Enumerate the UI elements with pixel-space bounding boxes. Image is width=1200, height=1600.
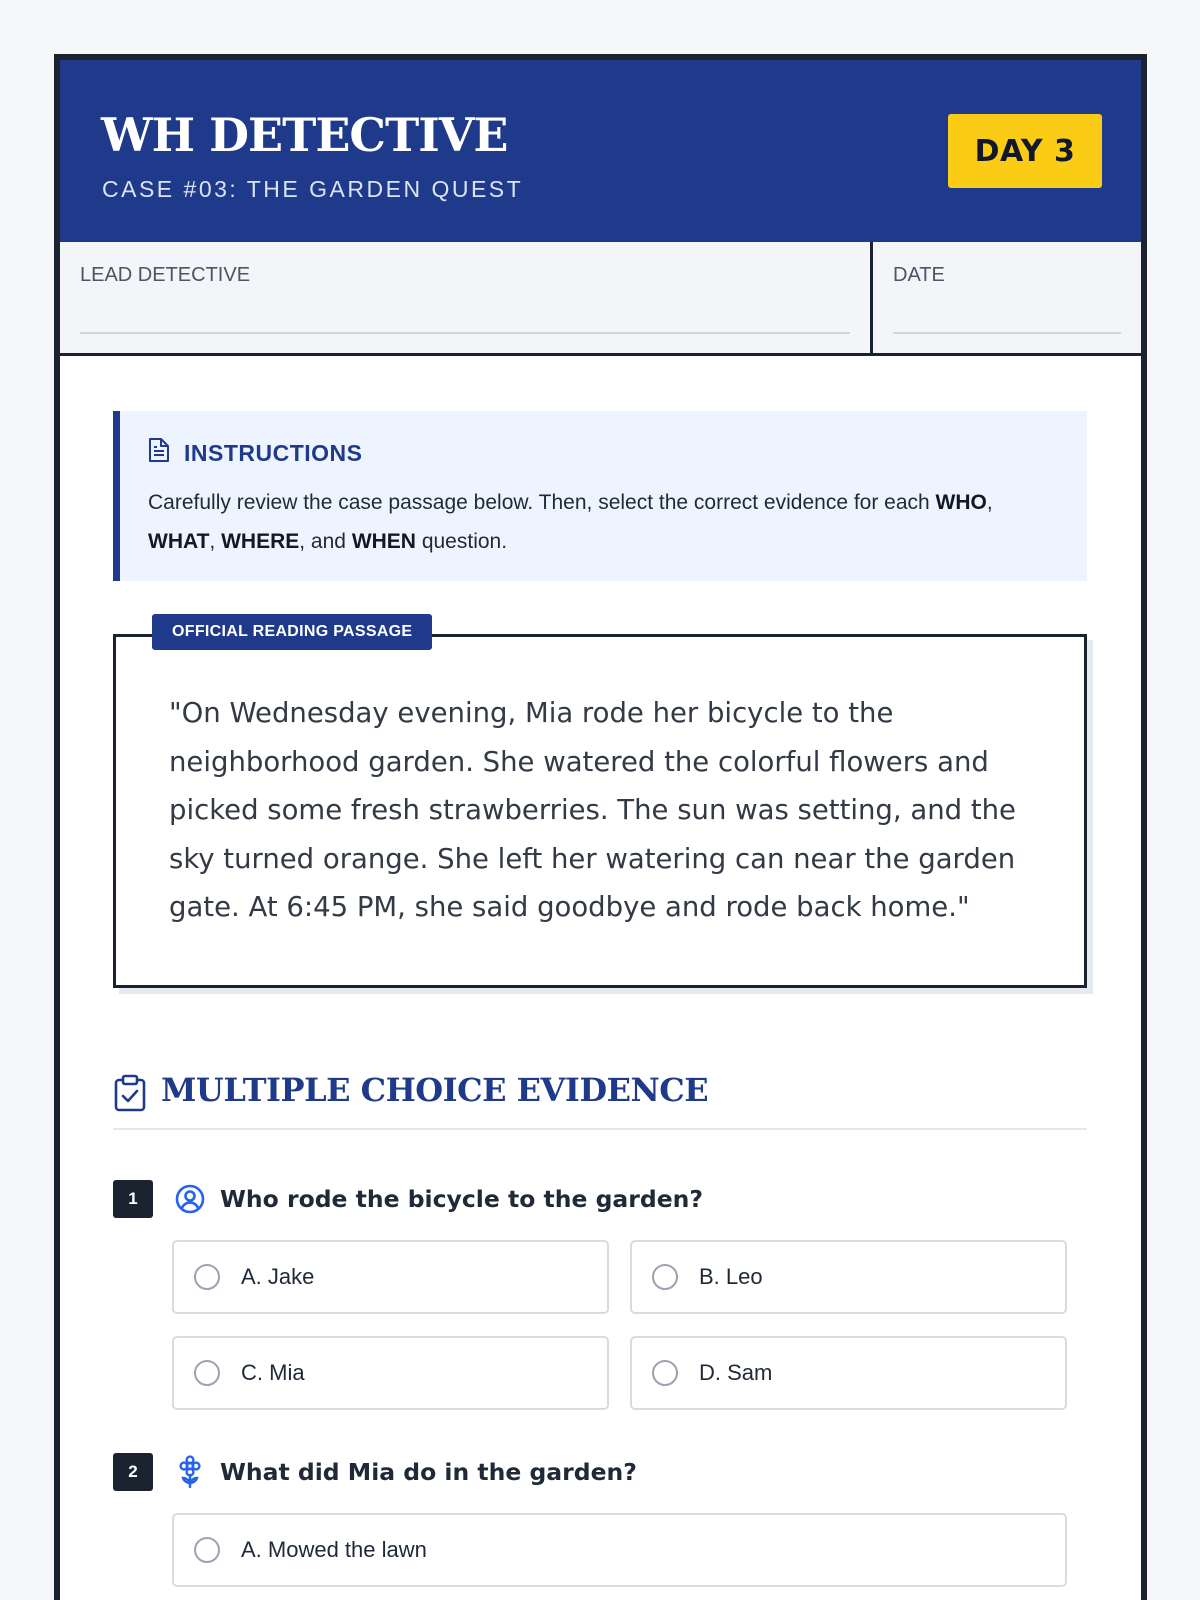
keyword-when: WHEN [351, 530, 416, 553]
lead-detective-line[interactable] [80, 332, 850, 334]
date-field[interactable] [873, 242, 1141, 353]
option-2a[interactable] [172, 1513, 1067, 1587]
clipboard-check-icon [113, 1074, 147, 1116]
option-label: B. Leo [699, 1264, 763, 1289]
header [60, 60, 1141, 242]
keyword-who: WHO [935, 491, 987, 514]
option-1a[interactable] [172, 1240, 609, 1314]
instructions-heading-text: INSTRUCTIONS [184, 439, 363, 466]
option-label: D. Sam [699, 1360, 773, 1385]
passage-text: "On Wednesday evening, Mia rode her bicycle to the neighborhood garden. She watered the colorful flowers and picked some fresh strawberries. The sun was setting, and the sky turned orange. She left her watering can near the garden gate. At 6:45 PM, she said goodbye and rode back home." [169, 697, 1016, 923]
user-circle-icon [174, 1183, 206, 1215]
document-icon [148, 437, 170, 469]
instructions-text-end: question. [415, 530, 508, 553]
keyword-what: WHAT [148, 530, 210, 553]
passage-tag: OFFICIAL READING PASSAGE [152, 614, 432, 650]
reading-passage [113, 623, 1087, 988]
meta-row [60, 242, 1141, 356]
radio-button[interactable] [652, 1264, 678, 1290]
date-line[interactable] [893, 332, 1121, 334]
radio-button[interactable] [194, 1264, 220, 1290]
separator: , and [299, 530, 352, 553]
question-2 [113, 1453, 1087, 1491]
flower-icon [174, 1456, 206, 1488]
option-label: A. Jake [241, 1264, 315, 1289]
option-1d[interactable] [630, 1336, 1067, 1410]
option-1c[interactable] [172, 1336, 609, 1410]
option-1b[interactable] [630, 1240, 1067, 1314]
lead-detective-label: LEAD DETECTIVE [80, 264, 251, 286]
mc-section-title: MULTIPLE CHOICE EVIDENCE [161, 1071, 709, 1109]
case-subtitle: CASE #03: THE GARDEN QUEST [102, 176, 524, 202]
question-text: What did Mia do in the garden? [220, 1458, 637, 1486]
option-label: A. Mowed the lawn [241, 1537, 427, 1562]
option-label: C. Mia [241, 1360, 305, 1385]
separator: , [209, 530, 222, 553]
instructions-heading [148, 437, 1061, 469]
radio-button[interactable] [194, 1537, 220, 1563]
radio-button[interactable] [652, 1360, 678, 1386]
question-number: 2 [113, 1453, 153, 1491]
question-text: Who rode the bicycle to the garden? [220, 1185, 704, 1213]
lead-detective-field[interactable] [60, 242, 873, 353]
question-1 [113, 1180, 1087, 1218]
question-number: 1 [113, 1180, 153, 1218]
day-badge: DAY 3 [948, 114, 1102, 188]
instructions-text [148, 483, 1061, 561]
worksheet [54, 54, 1147, 1600]
keyword-where: WHERE [221, 530, 300, 553]
radio-button[interactable] [194, 1360, 220, 1386]
mc-section-heading [113, 1070, 1087, 1130]
page-title: WH DETECTIVE [101, 108, 508, 162]
date-label: DATE [893, 264, 945, 286]
instructions-box [113, 411, 1087, 581]
instructions-text-start: Carefully review the case passage below. Then, select the correct evidence for each [148, 491, 936, 514]
separator: , [986, 491, 993, 514]
